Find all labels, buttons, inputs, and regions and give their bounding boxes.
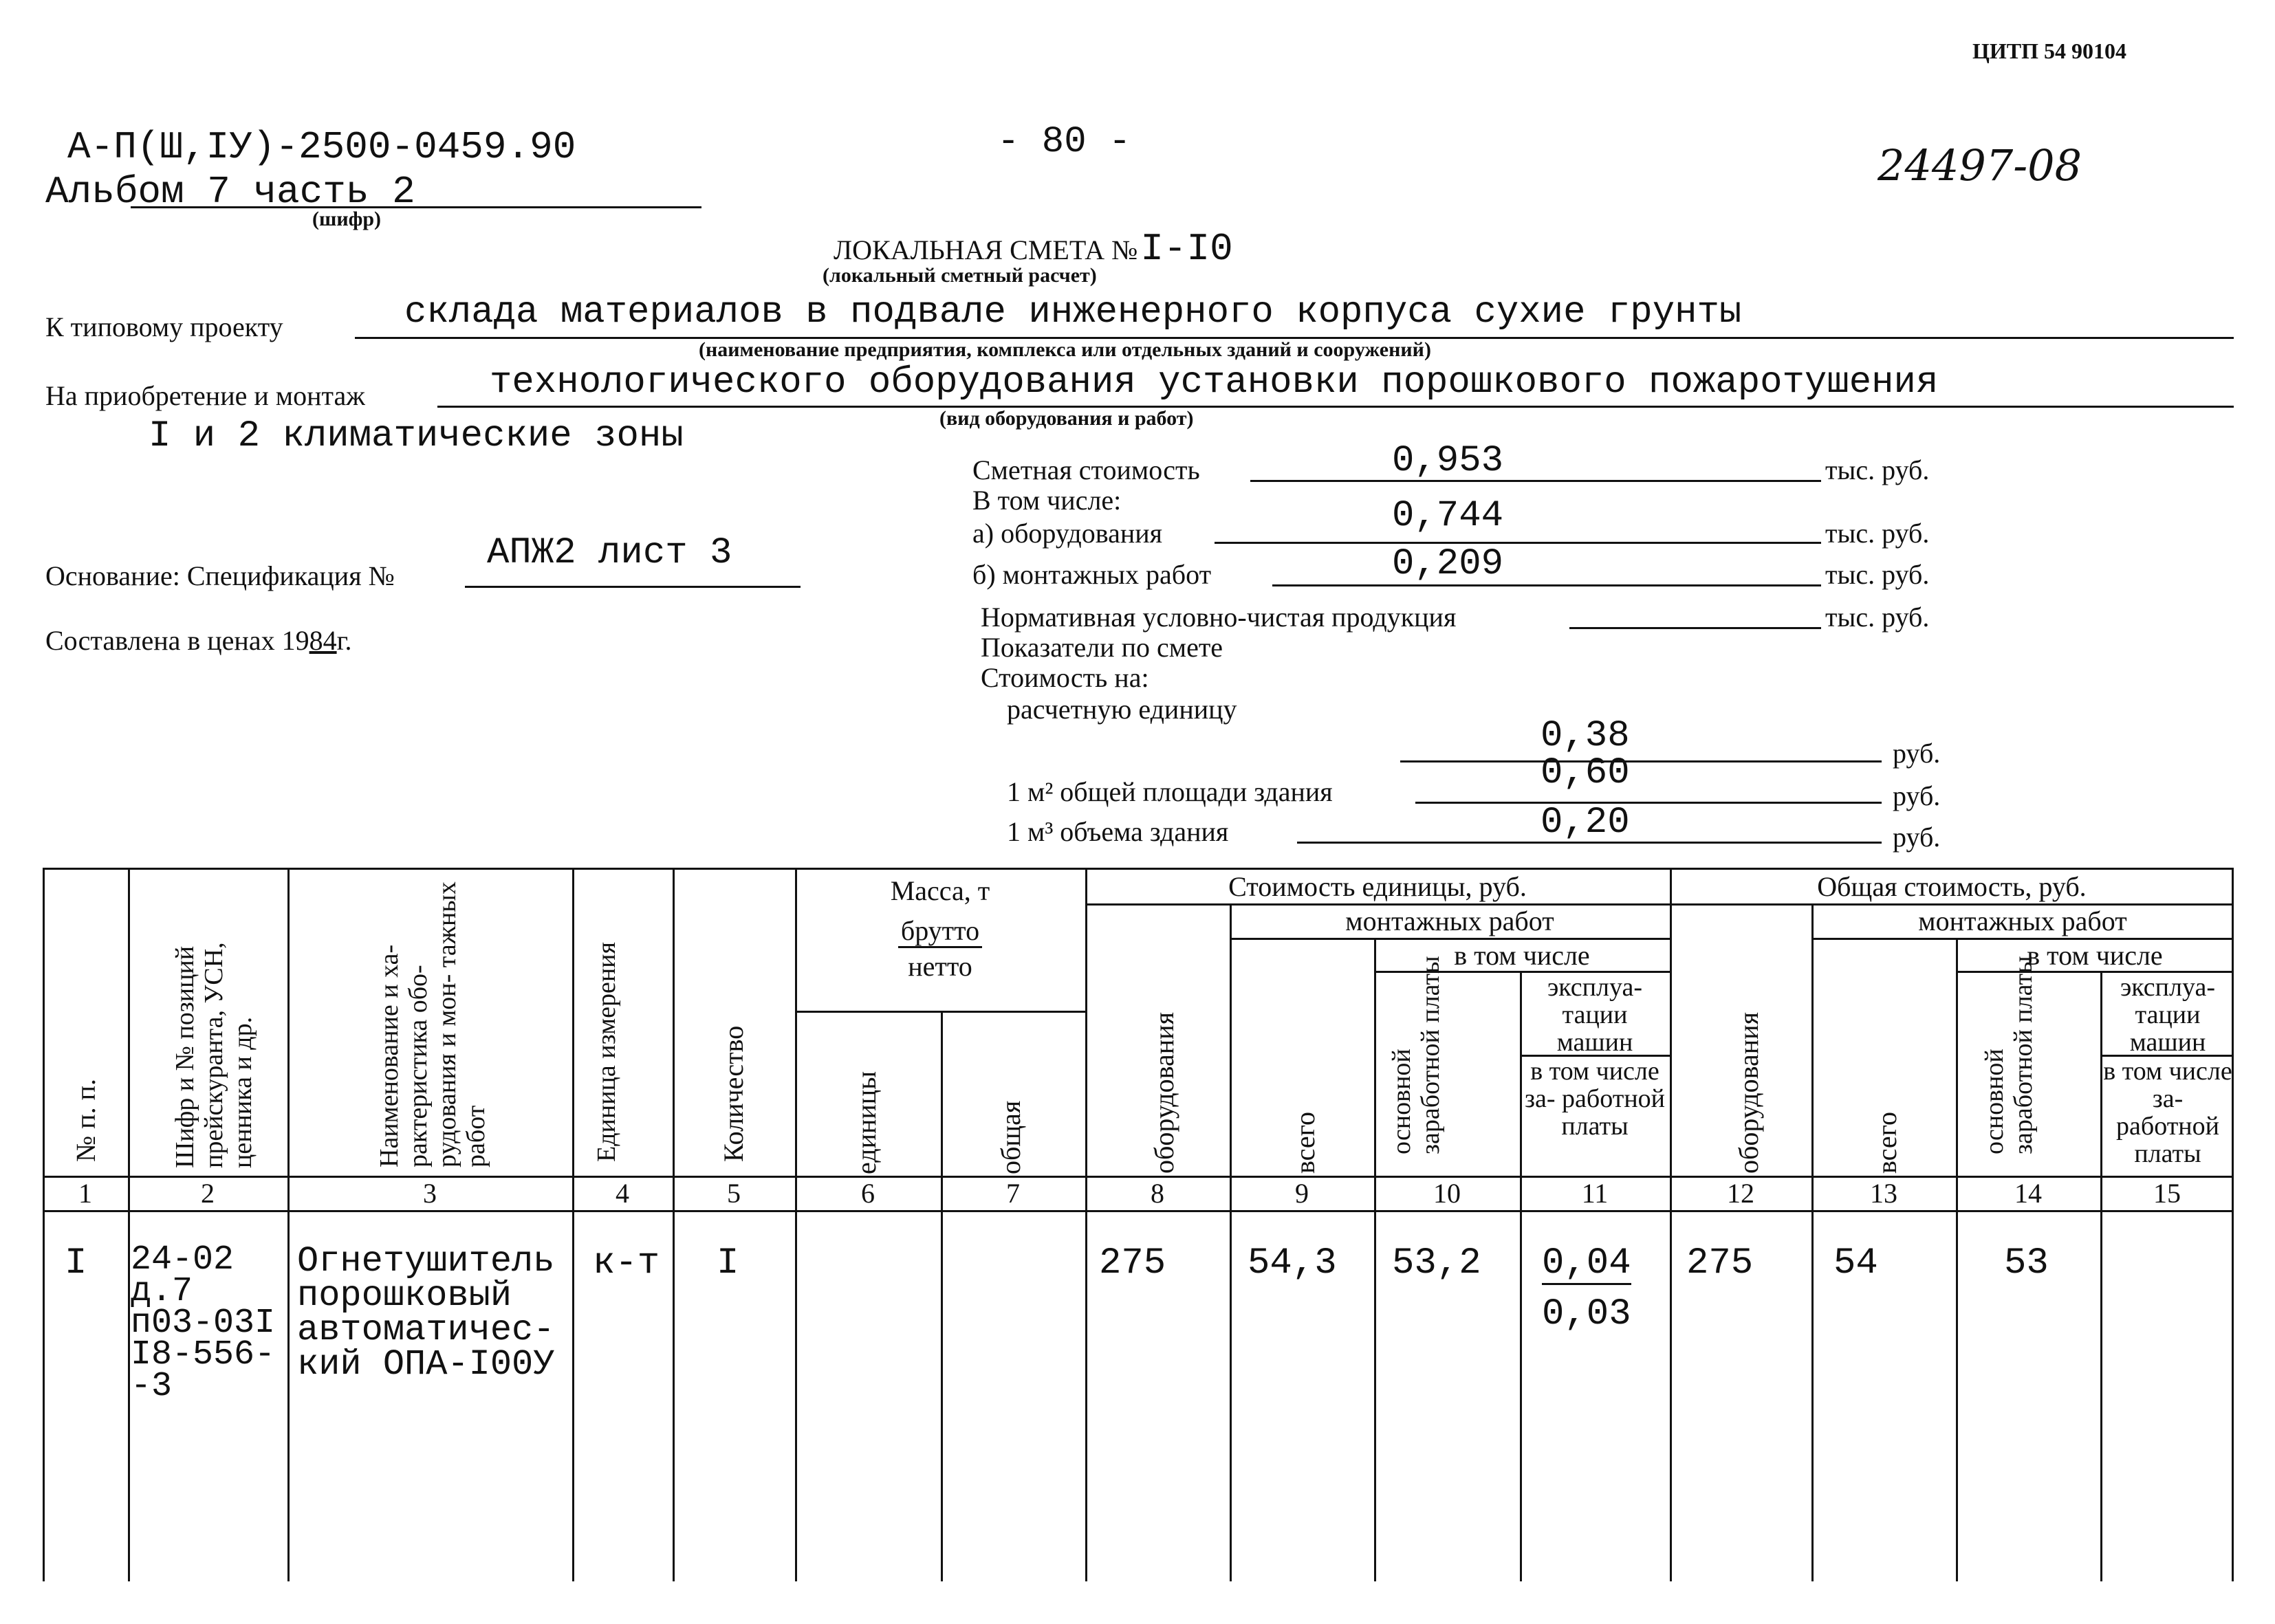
mass-brutto: [795, 917, 1085, 945]
col-header-base-salary: основной заработной платы: [1387, 956, 1445, 1154]
table-col-line: [1374, 938, 1376, 1581]
row-machines-salary: 0,03: [1542, 1293, 1631, 1335]
row-code-line: I8-556-: [131, 1335, 276, 1374]
table-col-line: [1811, 903, 1814, 1581]
estimate-table: [43, 868, 2234, 1581]
equipment-underline: [1215, 542, 1821, 544]
row-equipment: 275: [1099, 1242, 1166, 1284]
area-value: 0,60: [1541, 752, 1630, 794]
total-install-header: монтажных работ: [1918, 906, 2127, 936]
col-header-total-machines-salary: в том числе за- работной платы: [2103, 1057, 2232, 1168]
row-code-line: д.7: [131, 1272, 193, 1311]
row-unit: к-т: [593, 1242, 660, 1284]
column-number: 4: [616, 1178, 629, 1209]
column-number: 2: [201, 1178, 215, 1209]
column-number: 3: [423, 1178, 437, 1209]
cost-for-label: Стоимость на:: [981, 662, 1149, 693]
estimated-cost-underline: [1250, 480, 1821, 482]
table-col-line: [1085, 868, 1087, 1581]
basis-value: АПЖ2 лист 3: [487, 532, 732, 574]
row-base-salary: 53,2: [1392, 1242, 1481, 1284]
col-header-mass-total: общая: [995, 1100, 1026, 1174]
including-label: В том числе:: [972, 485, 1122, 516]
col-header-equipment: оборудования: [1149, 1012, 1179, 1174]
volume-value: 0,20: [1541, 802, 1630, 844]
estimated-cost-unit: тыс. руб.: [1825, 454, 1930, 485]
column-number: 5: [727, 1178, 741, 1209]
equipment-label: а) оборудования: [972, 518, 1163, 549]
project-label: К типовому проекту: [45, 311, 283, 342]
row-name: [297, 1241, 555, 1385]
unit-including-header: в том числе: [1454, 940, 1590, 971]
estimated-cost-label: Сметная стоимость: [972, 454, 1200, 485]
total-cost-header: Общая стоимость, руб.: [1817, 871, 2087, 902]
row-code-line: п03-03I: [131, 1304, 276, 1343]
table-col-line: [572, 868, 574, 1581]
net-product-unit: тыс. руб.: [1825, 602, 1930, 633]
row-name-line: Огнетушитель: [297, 1241, 555, 1282]
volume-rub: руб.: [1893, 822, 1941, 853]
col-header-total-equipment: оборудования: [1733, 1012, 1764, 1174]
column-number: 6: [861, 1178, 875, 1209]
document-code: ЦИТП 54 90104: [1972, 39, 2126, 63]
mass-header: Масса, т: [890, 875, 990, 906]
column-number: 11: [1581, 1178, 1609, 1209]
column-number: 7: [1006, 1178, 1020, 1209]
installation-label: б) монтажных работ: [972, 559, 1212, 590]
col-header-unit: Единица измерения: [592, 942, 621, 1162]
album-prefix: Альб: [45, 170, 138, 214]
table-rule: [43, 1210, 2234, 1212]
calc-unit-label: расчетную единицу: [1007, 694, 1237, 725]
row-qty: I: [717, 1242, 739, 1284]
equipment-unit: тыс. руб.: [1825, 518, 1930, 549]
table-rule: [43, 1176, 2234, 1178]
estimated-cost-value: 0,953: [1392, 440, 1504, 482]
table-rule: [795, 1011, 1085, 1013]
table-col-line: [1230, 903, 1232, 1581]
table-col-line: [287, 868, 290, 1581]
volume-label: 1 м³ объема здания: [1007, 816, 1229, 847]
row-number: I: [65, 1242, 87, 1284]
cipher-caption: (шифр): [312, 208, 382, 230]
calc-unit-underline: [1400, 760, 1882, 762]
row-name-line: порошковый: [297, 1275, 512, 1316]
estimate-number: I-I0: [1140, 227, 1233, 271]
volume-underline: [1297, 842, 1882, 844]
indicators-label: Показатели по смете: [981, 632, 1223, 663]
row-total-install: 54: [1833, 1242, 1878, 1284]
col-header-mass-unit: единицы: [851, 1071, 882, 1174]
row-name-line: кий ОПА-I00У: [297, 1344, 555, 1385]
column-number: 10: [1433, 1178, 1461, 1209]
estimate-subtitle: (локальный сметный расчет): [823, 264, 1097, 287]
col-header-install-total: всего: [1289, 1111, 1320, 1174]
row-name-line: автоматичес-: [297, 1310, 555, 1350]
installation-unit: тыс. руб.: [1825, 559, 1930, 590]
table-col-line: [43, 868, 45, 1581]
row-total-base-salary: 53: [2004, 1242, 2049, 1284]
col-header-machines-salary: в том числе за- работной платы: [1524, 1057, 1665, 1141]
estimate-title-label: ЛОКАЛЬНАЯ СМЕТА №: [834, 234, 1138, 265]
prices-label-start: Составлена в ценах 19: [45, 625, 309, 656]
album-value: ом 7 часть 2: [138, 170, 415, 214]
area-rub: руб.: [1893, 780, 1941, 811]
basis-label: Основание: Спецификация №: [45, 560, 395, 591]
col-header-qty: Количество: [718, 1025, 749, 1162]
table-border-top: [43, 868, 2234, 870]
col-header-code: Шифр и № позиций прейскуранта, УСН, ценника и др.: [171, 942, 257, 1168]
col-header-total-base-salary: основной заработной платы: [1980, 956, 2038, 1154]
row-code: [131, 1240, 276, 1406]
net-product-underline: [1569, 627, 1821, 629]
table-col-line: [128, 868, 130, 1581]
unit-install-header: монтажных работ: [1345, 906, 1554, 936]
column-number: 9: [1295, 1178, 1309, 1209]
mass-brutto-label: брутто: [898, 915, 982, 948]
prices-label: [45, 624, 352, 657]
prices-year: 84: [309, 625, 337, 656]
col-header-name: Наименование и ха- рактеристика обо- рудования и мон- тажных работ: [375, 881, 490, 1167]
purpose-value: технологического оборудования установки порошкового пожаротушения: [490, 362, 1939, 404]
project-caption: (наименование предприятия, комплекса или отдельных зданий и сооружений): [699, 338, 1431, 361]
table-col-line: [1956, 938, 1958, 1581]
handwritten-number: 24497-08: [1877, 140, 2082, 190]
total-including-header: в том числе: [2027, 940, 2163, 971]
page-number: - 80 -: [997, 121, 1131, 163]
column-number: 1: [78, 1178, 92, 1209]
mass-netto: нетто: [908, 951, 972, 982]
climate-zones: I и 2 климатические зоны: [149, 415, 684, 457]
prices-label-end: г.: [336, 625, 352, 656]
installation-value: 0,209: [1392, 543, 1504, 585]
table-col-line: [941, 1011, 943, 1581]
calc-unit-rub: руб.: [1893, 738, 1941, 769]
purpose-caption: (вид оборудования и работ): [939, 407, 1194, 430]
col-header-number: № п. п.: [70, 1079, 101, 1162]
column-number: 15: [2153, 1178, 2181, 1209]
basis-underline: [465, 586, 801, 588]
row-install-total: 54,3: [1248, 1242, 1337, 1284]
col-header-total-install: всего: [1871, 1111, 1902, 1174]
purpose-underline: [437, 406, 2234, 408]
project-value: склада материалов в подвале инженерного корпуса сухие грунты: [404, 292, 1742, 333]
net-product-label: Нормативная условно-чистая продукция: [981, 602, 1457, 633]
area-underline: [1415, 802, 1882, 804]
row-code-line: -3: [131, 1367, 173, 1406]
col-header-machines: эксплуа- тации машин: [1547, 973, 1642, 1057]
project-code: А-П(Ш,IУ)-2500-0459.90: [67, 125, 576, 169]
purpose-label: На приобретение и монтаж: [45, 380, 365, 411]
album-underline: [131, 206, 701, 208]
equipment-value: 0,744: [1392, 495, 1504, 537]
area-label: 1 м² общей площади здания: [1007, 776, 1333, 807]
column-number: 8: [1151, 1178, 1164, 1209]
column-number: 12: [1727, 1178, 1754, 1209]
unit-cost-header: Стоимость единицы, руб.: [1228, 871, 1527, 902]
table-col-line: [673, 868, 675, 1581]
row-machines: 0,04: [1542, 1242, 1631, 1284]
column-number: 14: [2014, 1178, 2042, 1209]
installation-underline: [1272, 584, 1821, 586]
calc-unit-value: 0,38: [1541, 715, 1630, 757]
row-code-line: 24-02: [131, 1240, 235, 1280]
column-number: 13: [1870, 1178, 1897, 1209]
row-total-equipment: 275: [1686, 1242, 1754, 1284]
col-header-total-machines: эксплуа- тации машин: [2120, 973, 2215, 1057]
table-col-line: [1670, 868, 1672, 1581]
